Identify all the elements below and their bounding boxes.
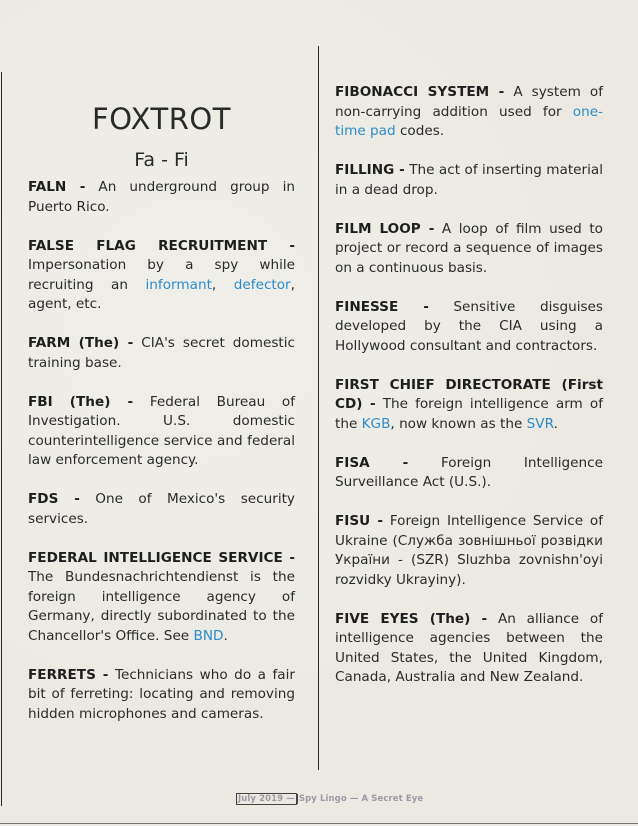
entry-fds xyxy=(28,490,295,529)
entry-definition: CIA's secret domestic training base. xyxy=(28,335,295,371)
entry-definition: An underground group in Puerto Rico. xyxy=(28,179,295,215)
entry-film-loop xyxy=(335,220,603,279)
entry-definition: urveillance xyxy=(343,474,423,490)
entry-term: FISA - xyxy=(335,454,409,471)
entry-fbi xyxy=(28,393,295,471)
entry-ferrets xyxy=(28,666,295,725)
entry-term: FEDERAL INTELLIGENCE SERVICE - xyxy=(28,549,295,566)
entry-definition: Technicians who do a fair bit of ferreting: locating and removing hidden microphones and cameras. xyxy=(28,666,295,722)
link-defector[interactable]: defector xyxy=(233,276,291,293)
entry-fibonacci-system xyxy=(335,83,603,142)
entry-term: FILM LOOP - xyxy=(335,220,435,237)
entry-definition: The act of inserting material in a dead drop. xyxy=(335,162,604,198)
entry-definition: ervice of xyxy=(541,513,604,529)
entry-definition: A system of non-carrying addition used for xyxy=(335,84,603,120)
entry-fisu xyxy=(335,512,603,590)
acronym-letter: S xyxy=(335,474,344,490)
acronym-letter: U xyxy=(335,532,345,549)
page-footer xyxy=(236,794,423,804)
right-column xyxy=(335,83,603,688)
link-svr[interactable]: SVR xyxy=(526,415,554,432)
entry-definition-end: , agent, etc. xyxy=(28,276,295,312)
entry-term: FISU - xyxy=(335,513,384,529)
acronym-letter: I xyxy=(446,513,451,529)
entry-definition: Federal Bureau of Investigation. U.S. domestic counterintelligence service and federal law enforcement agency. xyxy=(28,393,295,468)
entry-five-eyes xyxy=(335,610,603,688)
entry-definition: A loop of film used to project or record a sequence of images on a continuous basis. xyxy=(335,220,603,276)
entry-finesse xyxy=(335,298,603,357)
entry-separator: , xyxy=(211,276,234,293)
entry-fisa xyxy=(335,454,603,493)
entry-federal-intelligence-service xyxy=(28,549,295,647)
entry-definition: ct (U.S.). xyxy=(431,474,492,490)
entry-definition: oreign xyxy=(397,513,447,529)
footer-date: July 2019 — xyxy=(238,794,295,804)
entry-term: FINESSE - xyxy=(335,298,429,315)
entry-term: FERRETS - xyxy=(28,666,109,683)
entry-farm xyxy=(28,334,295,373)
acronym-letter: A xyxy=(422,474,432,490)
entry-false-flag-recruitment xyxy=(28,237,295,315)
entry-term: FIRST CHIEF DIRECTORATE (First CD) - xyxy=(335,376,603,412)
entry-term: FBI (The) - xyxy=(28,393,134,410)
entry-definition: The Bundesnachrichtendienst is the foreign intelligence agency of Germany, directly subordinated to the Chancellor's Office. See xyxy=(28,569,295,644)
page-subtitle: Fa - Fi xyxy=(134,149,189,171)
entry-definition-end: . xyxy=(553,415,558,432)
entry-faln xyxy=(28,178,295,217)
entry-definition: ntelligence xyxy=(527,454,603,471)
acronym-letter: F xyxy=(383,513,398,529)
footer-publication: Spy Lingo — A Secret Eye xyxy=(298,794,424,804)
acronym-letter: S xyxy=(532,513,542,529)
entry-definition-mid: , now known as the xyxy=(390,415,527,432)
entry-term: FALN - xyxy=(28,179,86,195)
entry-term: FIBONACCI SYSTEM - xyxy=(335,84,505,100)
entry-definition: Impersonation by a spy while recruiting an xyxy=(28,257,295,293)
entry-definition: ntelligence xyxy=(450,513,533,529)
entry-filling xyxy=(335,161,603,200)
left-margin-rule xyxy=(1,72,2,806)
link-kgb[interactable]: KGB xyxy=(361,415,391,432)
entry-definition: One of Mexico's security services. xyxy=(28,491,295,527)
link-one-time-pad[interactable]: one-time pad xyxy=(335,103,603,139)
link-informant[interactable]: informant xyxy=(145,276,212,293)
column-divider xyxy=(318,46,319,770)
entry-term: FARM (The) - xyxy=(28,335,134,351)
entry-term: FIVE EYES (The) - xyxy=(335,610,488,627)
entry-definition: An alliance of intelligence agencies between the United States, the United Kingdom, Canada, Australia and New Zealand. xyxy=(335,610,603,685)
link-bnd[interactable]: BND xyxy=(193,627,224,644)
acronym-letter: F xyxy=(408,454,449,471)
entry-term: FILLING - xyxy=(335,162,405,178)
entry-term: FALSE FLAG RECRUITMENT - xyxy=(28,237,295,254)
bottom-rule xyxy=(0,823,638,824)
entry-definition: Sensitive disguises developed by the CIA using a Hollywood consultant and contractors. xyxy=(335,298,603,354)
entry-term: FDS - xyxy=(28,491,80,507)
entry-definition: kraine (Служба зовнішньої розвідки України - (SZR) Sluzhba zovnishn'oyi rozvidky Ukrayiny). xyxy=(335,532,603,588)
entry-definition-end: codes. xyxy=(395,123,445,139)
acronym-letter: I xyxy=(523,454,528,471)
entry-definition: The foreign intelligence arm of the xyxy=(335,396,603,432)
entry-definition: oreign xyxy=(448,454,524,471)
left-column xyxy=(28,76,295,724)
entry-definition-end: . xyxy=(223,627,228,644)
page-title: FOXTROT xyxy=(92,102,231,136)
entry-first-chief-directorate xyxy=(335,376,603,435)
